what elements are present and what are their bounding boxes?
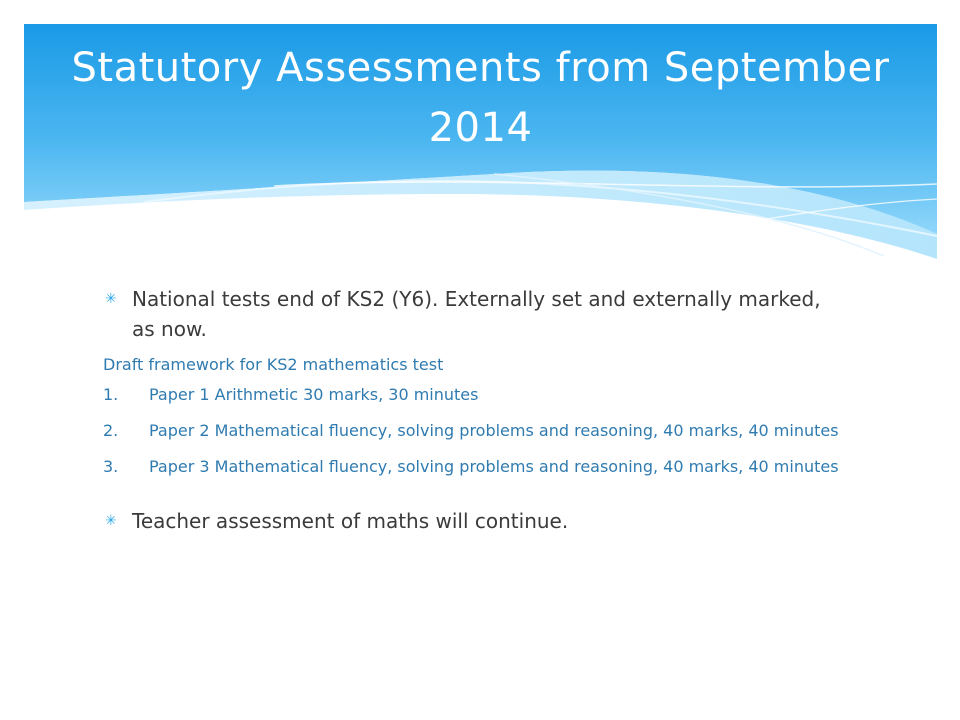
bullet-item [103, 284, 843, 344]
list-item-text: Paper 3 Mathematical fluency, solving problems and reasoning, 40 marks, 40 minutes [149, 457, 839, 476]
papers-list [103, 384, 843, 478]
slide-title: Statutory Assessments from September 2014 [71, 45, 890, 151]
bullet-item [103, 506, 843, 536]
slide-content [103, 284, 843, 536]
list-number: 1. [103, 385, 119, 404]
subheading: Draft framework for KS2 mathematics test [103, 355, 444, 374]
bullet-text: National tests end of KS2 (Y6). Externally set and externally marked, as now. [132, 287, 821, 341]
list-item-text: Paper 2 Mathematical fluency, solving problems and reasoning, 40 marks, 40 minutes [149, 421, 839, 440]
asterisk-bullet-icon: ✳ [105, 513, 117, 529]
bullet-text: Teacher assessment of maths will continue. [132, 509, 569, 533]
list-number: 3. [103, 457, 119, 476]
list-item-text: Paper 1 Arithmetic 30 marks, 30 minutes [149, 385, 479, 404]
asterisk-bullet-icon: ✳ [105, 291, 117, 307]
list-item [103, 420, 843, 442]
list-number: 2. [103, 421, 119, 440]
list-item [103, 384, 843, 406]
list-item [103, 456, 843, 478]
